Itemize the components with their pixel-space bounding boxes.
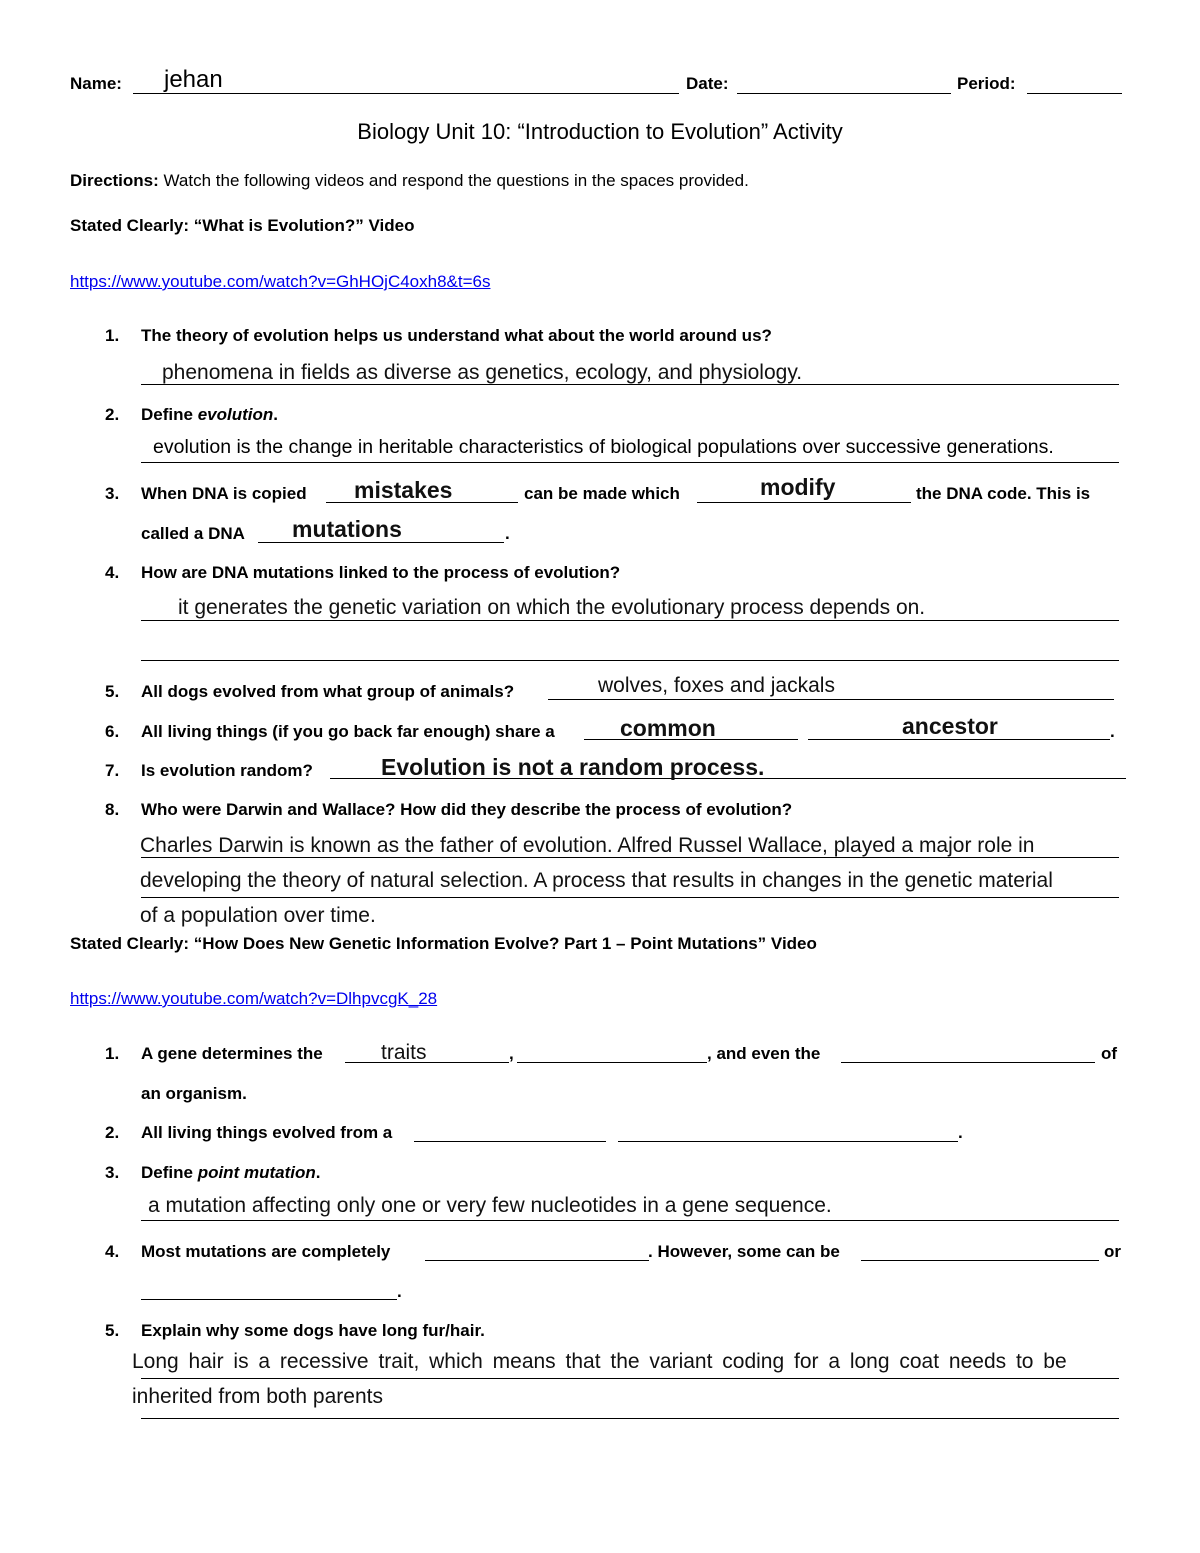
s1-q6-blank2-line [808, 739, 1110, 740]
s2-q5-question: Explain why some dogs have long fur/hair. [141, 1321, 485, 1340]
s2-q4-text-c: or [1104, 1242, 1121, 1261]
s1-q7-answer[interactable]: Evolution is not a random process. [381, 754, 765, 780]
s1-q6-number: 6. [105, 722, 120, 741]
s2-q2-question: All living things evolved from a [141, 1123, 393, 1142]
s2-q1-comma1: , [509, 1044, 514, 1063]
date-field[interactable] [737, 93, 951, 94]
name-label: Name: [70, 74, 122, 93]
s2-q3-period: . [315, 1163, 321, 1182]
s1-q4-number: 4. [105, 563, 120, 582]
section2-heading: Stated Clearly: “How Does New Genetic Information Evolve? Part 1 – Point Mutations” Video [70, 934, 817, 953]
page-title: Biology Unit 10: “Introduction to Evolution” Activity [357, 119, 843, 144]
s1-q2-answer[interactable]: evolution is the change in heritable characteristics of biological populations over successive generations. [153, 436, 1054, 458]
s1-q3-blank3-line [258, 542, 504, 543]
s1-q5-answer[interactable]: wolves, foxes and jackals [598, 674, 835, 697]
s1-q1-number: 1. [105, 326, 120, 345]
directions-text: Watch the following videos and respond the questions in the spaces provided. [158, 171, 749, 190]
s1-q6-blank1[interactable]: common [620, 715, 716, 741]
s1-q3-text-b: can be made which [524, 484, 680, 503]
name-field[interactable]: jehan [164, 66, 223, 93]
s1-q8-question: Who were Darwin and Wallace? How did they describe the process of evolution? [141, 800, 793, 819]
s1-q1-question: The theory of evolution helps us understand what about the world around us? [141, 326, 772, 345]
s1-q4-answer[interactable]: it generates the genetic variation on which the evolutionary process depends on. [178, 596, 926, 619]
s1-q3-text-d: called a DNA [141, 524, 245, 543]
s1-q5-question: All dogs evolved from what group of animals? [141, 682, 515, 701]
s2-q5-answer-line-1 [141, 1378, 1119, 1379]
directions [70, 171, 749, 191]
s1-q6-blank2[interactable]: ancestor [902, 713, 998, 739]
s2-q5-answer-line2[interactable]: inherited from both parents [132, 1385, 383, 1408]
s2-q2-blank2[interactable] [618, 1141, 958, 1142]
period-field[interactable] [1027, 93, 1122, 94]
section1-video-link[interactable]: https://www.youtube.com/watch?v=GhHOjC4oxh8&t=6s [70, 272, 491, 291]
s1-q5-answer-line [548, 699, 1114, 700]
s1-q3-text-a: When DNA is copied [141, 484, 307, 503]
s2-q1-text-a: A gene determines the [141, 1044, 323, 1063]
s1-q2-text: Define [141, 405, 198, 424]
s1-q5-number: 5. [105, 682, 120, 701]
s2-q1-text-c: an organism. [141, 1084, 247, 1103]
s1-q8-answer-line-2 [141, 897, 1119, 898]
s2-q3-question [141, 1163, 320, 1183]
s2-q4-text-b: . However, some can be [648, 1242, 840, 1261]
s1-q2-question [141, 405, 278, 425]
s2-q2-number: 2. [105, 1123, 120, 1142]
s1-q8-number: 8. [105, 800, 120, 819]
s1-q4-answer-line-2 [141, 660, 1119, 661]
s1-q6-end: . [1110, 722, 1115, 741]
s1-q7-question: Is evolution random? [141, 761, 313, 780]
section1-heading: Stated Clearly: “What is Evolution?” Video [70, 216, 415, 235]
s1-q8-answer-line1[interactable]: Charles Darwin is known as the father of evolution. Alfred Russel Wallace, played a major role in [140, 834, 1035, 857]
s2-q2-blank1[interactable] [414, 1141, 606, 1142]
s2-q4-blank1[interactable] [425, 1260, 649, 1261]
s2-q1-text-mid: , and even the [707, 1044, 821, 1063]
s2-q1-blank1[interactable]: traits [381, 1041, 427, 1064]
s2-q1-text-b: of [1101, 1044, 1118, 1063]
s1-q3-number: 3. [105, 484, 120, 503]
s1-q6-question: All living things (if you go back far enough) share a [141, 722, 555, 741]
s2-q4-end: . [397, 1282, 402, 1301]
s1-q3-blank2-line [697, 502, 911, 503]
s1-q1-answer[interactable]: phenomena in fields as diverse as genetics, ecology, and physiology. [162, 361, 803, 384]
s2-q5-number: 5. [105, 1321, 120, 1340]
s2-q1-blank2[interactable] [517, 1062, 707, 1063]
s1-q8-answer-line2[interactable]: developing the theory of natural selection. A process that results in changes in the genetic material [140, 869, 1053, 892]
s1-q2-term: evolution [197, 405, 274, 424]
s2-q2-end: . [958, 1123, 963, 1142]
s1-q8-answer-line3[interactable]: of a population over time. [140, 904, 376, 927]
s1-q3-blank1[interactable]: mistakes [354, 477, 453, 503]
s2-q4-text-a: Most mutations are completely [141, 1242, 391, 1261]
s1-q2-number: 2. [105, 405, 120, 424]
s2-q1-blank3[interactable] [841, 1062, 1095, 1063]
directions-label: Directions: [70, 171, 159, 190]
s1-q3-blank2[interactable]: modify [760, 474, 836, 500]
s2-q3-text: Define [141, 1163, 198, 1182]
s2-q3-term: point mutation [197, 1163, 316, 1182]
s2-q4-number: 4. [105, 1242, 120, 1261]
s2-q5-answer-line1[interactable]: Long hair is a recessive trait, which means that the variant coding for a long coat needs to be [132, 1350, 1067, 1373]
s2-q3-answer-line [141, 1220, 1119, 1221]
s2-q3-answer[interactable]: a mutation affecting only one or very few nucleotides in a gene sequence. [148, 1194, 832, 1217]
s2-q1-number: 1. [105, 1044, 120, 1063]
s2-q1-blank1-line [345, 1062, 509, 1063]
s2-q4-blank3[interactable] [141, 1299, 397, 1300]
s1-q3-blank3[interactable]: mutations [292, 516, 402, 542]
s1-q3-text-c: the DNA code. This is [916, 484, 1091, 503]
date-label: Date: [686, 74, 729, 93]
s2-q3-number: 3. [105, 1163, 120, 1182]
s2-q5-answer-line-2 [141, 1418, 1119, 1419]
s1-q3-text-e: . [505, 524, 510, 543]
s1-q7-number: 7. [105, 761, 120, 780]
period-label: Period: [957, 74, 1016, 93]
s1-q2-period: . [273, 405, 278, 424]
s1-q4-question: How are DNA mutations linked to the process of evolution? [141, 563, 621, 582]
s1-q2-answer-line [141, 462, 1119, 463]
s1-q4-answer-line-1 [141, 620, 1119, 621]
section2-video-link[interactable]: https://www.youtube.com/watch?v=DlhpvcgK_28 [70, 989, 438, 1008]
s2-q4-blank2[interactable] [861, 1260, 1099, 1261]
